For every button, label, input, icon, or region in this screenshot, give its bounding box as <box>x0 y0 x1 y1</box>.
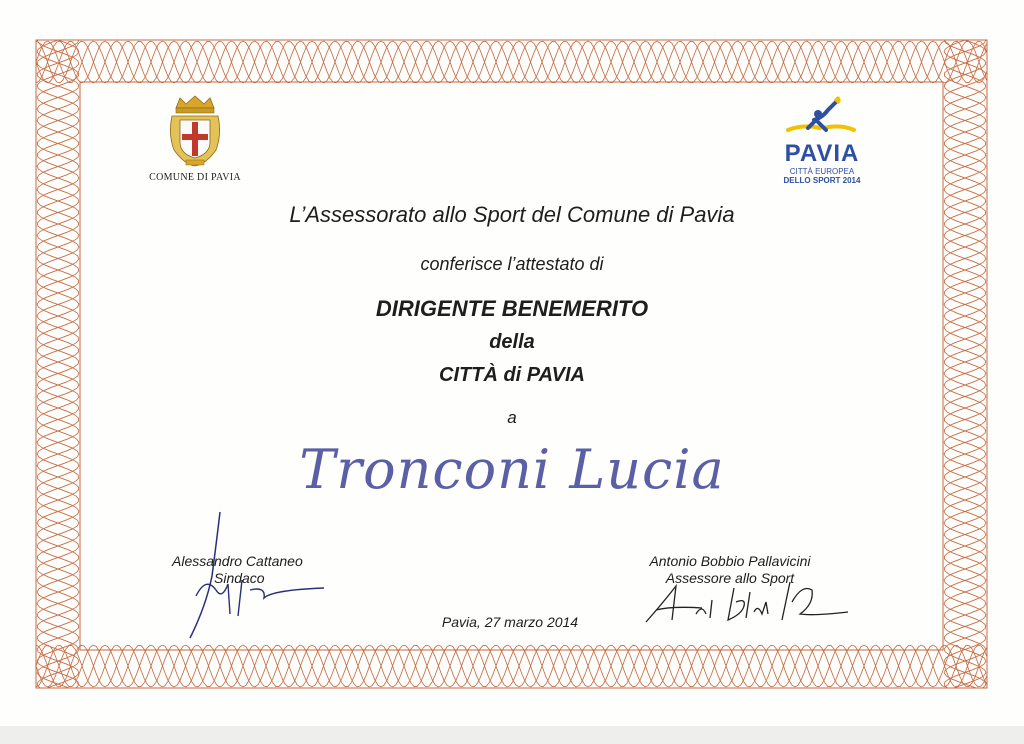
coat-of-arms-icon <box>166 94 224 168</box>
border-wave <box>36 41 987 83</box>
border-wave <box>36 645 987 687</box>
border-wave <box>36 41 987 83</box>
border-wave <box>36 41 987 83</box>
border-wave <box>36 41 987 83</box>
award-title-line1: DIRIGENTE BENEMERITO <box>375 296 649 321</box>
border-wave <box>36 41 987 83</box>
left-signatory-name: Alessandro Cattaneo <box>172 553 303 569</box>
border-wave <box>944 40 986 688</box>
border-wave <box>37 40 79 688</box>
preposition-line: a <box>507 408 517 427</box>
border-wave <box>36 645 987 687</box>
border-wave <box>944 40 986 688</box>
border-wave <box>944 40 986 688</box>
coat-of-arms-caption: COMUNE DI PAVIA <box>149 172 241 183</box>
border-wave <box>944 40 986 688</box>
border-wave <box>37 40 79 688</box>
right-signatory-role: Assessore allo Sport <box>665 570 795 586</box>
border-wave <box>36 645 987 687</box>
logo-year: 2014 <box>842 176 861 185</box>
place-and-date: Pavia, 27 marzo 2014 <box>441 614 579 630</box>
border-wave <box>944 40 986 688</box>
border-wave <box>36 645 987 687</box>
issuer-line: L’Assessorato allo Sport del Comune di Pavia <box>289 202 735 227</box>
logo-subtitle-line1: CITTÀ EUROPEA <box>789 167 855 176</box>
recipient-name: Tronconi Lucia <box>299 438 725 501</box>
border-wave <box>36 645 987 687</box>
border-wave <box>36 645 987 687</box>
border-wave <box>37 40 79 688</box>
border-wave <box>36 41 987 83</box>
torch-runner-icon <box>784 94 860 142</box>
award-title-line3: CITTÀ di PAVIA <box>439 364 585 386</box>
border-wave <box>36 41 987 83</box>
border-wave <box>36 41 987 83</box>
border-wave <box>944 40 986 688</box>
right-handwritten-signature <box>642 574 852 634</box>
left-signatory-role: Sindaco <box>214 570 265 586</box>
conferral-line: conferisce l’attestato di <box>420 254 604 274</box>
left-handwritten-signature <box>176 506 336 646</box>
border-wave <box>37 40 79 688</box>
border-wave <box>36 645 987 687</box>
award-title-line2: della <box>489 331 535 353</box>
border-wave <box>944 40 986 688</box>
border-wave <box>37 40 79 688</box>
border-wave <box>37 40 79 688</box>
border-wave <box>37 40 79 688</box>
logo-subtitle-line2: DELLO SPORT <box>783 176 841 185</box>
logo-subtitle <box>772 167 872 185</box>
right-signatory-name: Antonio Bobbio Pallavicini <box>649 553 811 569</box>
border-wave <box>37 40 79 688</box>
border-wave <box>944 40 986 688</box>
border-wave <box>36 645 987 687</box>
logo-title: PAVIA <box>784 140 860 167</box>
